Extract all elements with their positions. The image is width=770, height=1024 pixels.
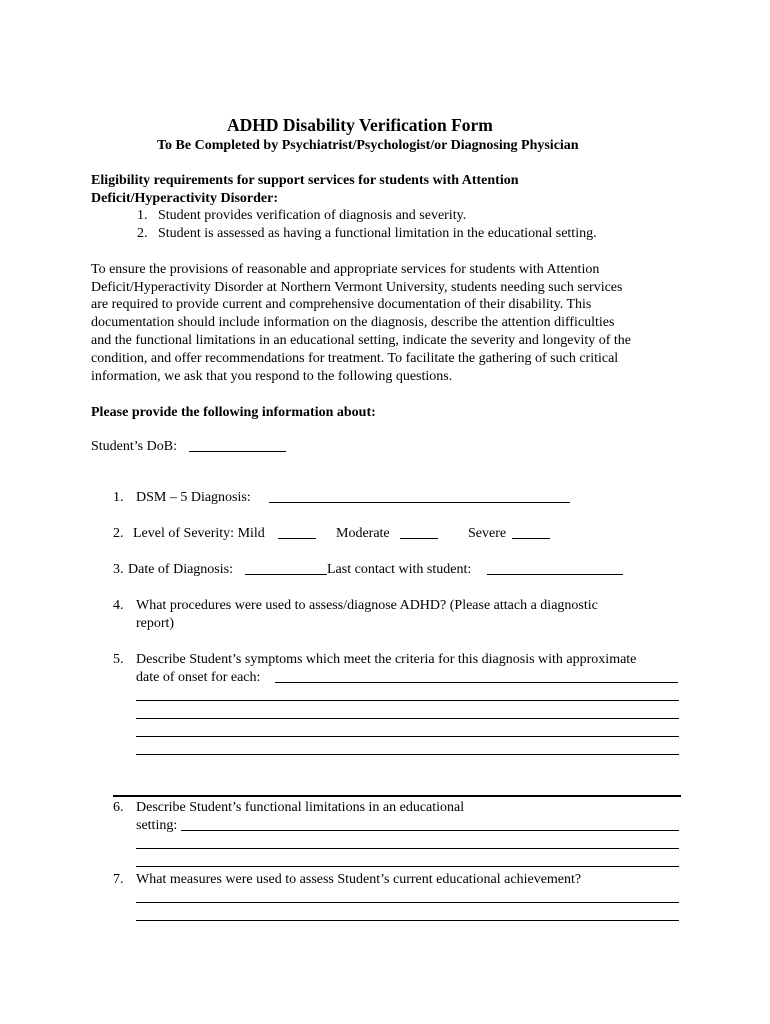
limitations-answer-line[interactable]	[136, 848, 679, 849]
eligibility-heading-line1: Eligibility requirements for support services for students with Attention	[91, 173, 519, 188]
form-title: ADHD Disability Verification Form	[227, 115, 493, 135]
severity-moderate-label: Moderate	[336, 526, 390, 541]
question-number: 1.	[113, 490, 124, 505]
eligibility-item-number: 2.	[137, 226, 148, 241]
symptoms-answer-line[interactable]	[136, 718, 679, 719]
eligibility-item-number: 1.	[137, 208, 148, 223]
intro-line: condition, and offer recommendations for treatment. To facilitate the gathering of such critical	[91, 351, 619, 366]
last-contact-field[interactable]	[487, 574, 623, 575]
dob-label: Student’s DoB:	[91, 439, 177, 454]
question-number: 7.	[113, 872, 124, 887]
severity-moderate-field[interactable]	[400, 538, 438, 539]
q2-label: Level of Severity: Mild	[133, 526, 265, 541]
q6-line1: Describe Student’s functional limitations in an educational	[136, 800, 465, 815]
intro-line: Deficit/Hyperactivity Disorder at Northern Vermont University, students needing such services	[91, 280, 623, 295]
limitations-field[interactable]	[181, 830, 679, 831]
intro-line: documentation should include information on the diagnosis, describe the attention difficulties	[91, 315, 615, 330]
q4-line2: report)	[136, 616, 175, 631]
section-divider	[113, 795, 681, 797]
intro-line: To ensure the provisions of reasonable and appropriate services for students with Attention	[91, 262, 600, 277]
severity-severe-label: Severe	[468, 526, 507, 541]
eligibility-item: Student provides verification of diagnosis and severity.	[158, 208, 467, 223]
info-heading: Please provide the following information about:	[91, 405, 376, 420]
question-number: 3.	[113, 562, 124, 577]
q7-line1: What measures were used to assess Student’s current educational achievement?	[136, 872, 582, 887]
form-subtitle: To Be Completed by Psychiatrist/Psychologist/or Diagnosing Physician	[157, 138, 579, 153]
q1-label: DSM – 5 Diagnosis:	[136, 490, 251, 505]
q5-line2: date of onset for each:	[136, 670, 261, 685]
question-number: 6.	[113, 800, 124, 815]
q3-label: Date of Diagnosis:	[128, 562, 233, 577]
diagnosis-field[interactable]	[269, 502, 570, 503]
question-number: 5.	[113, 652, 124, 667]
question-number: 4.	[113, 598, 124, 613]
severity-severe-field[interactable]	[512, 538, 550, 539]
question-number: 2.	[113, 526, 124, 541]
severity-mild-field[interactable]	[278, 538, 316, 539]
symptoms-answer-line[interactable]	[136, 700, 679, 701]
q4-line1: What procedures were used to assess/diagnose ADHD? (Please attach a diagnostic	[136, 598, 598, 613]
achievement-answer-line[interactable]	[136, 920, 679, 921]
eligibility-heading-line2: Deficit/Hyperactivity Disorder:	[91, 191, 278, 206]
intro-line: information, we ask that you respond to the following questions.	[91, 369, 453, 384]
dob-field[interactable]	[189, 451, 286, 452]
q5-line1: Describe Student’s symptoms which meet the criteria for this diagnosis with approximate	[136, 652, 637, 667]
eligibility-item: Student is assessed as having a functional limitation in the educational setting.	[158, 226, 597, 241]
diagnosis-date-field[interactable]	[245, 574, 327, 575]
symptoms-answer-line[interactable]	[136, 736, 679, 737]
intro-line: and the functional limitations in an educational setting, indicate the severity and longevity of the	[91, 333, 632, 348]
q6-line2: setting:	[136, 818, 178, 833]
limitations-answer-line[interactable]	[136, 866, 679, 867]
intro-line: are required to provide current and comprehensive documentation of their disability. This	[91, 297, 592, 312]
symptoms-answer-line[interactable]	[136, 754, 679, 755]
symptoms-field[interactable]	[275, 682, 678, 683]
achievement-answer-line[interactable]	[136, 902, 679, 903]
last-contact-label: Last contact with student:	[327, 562, 472, 577]
